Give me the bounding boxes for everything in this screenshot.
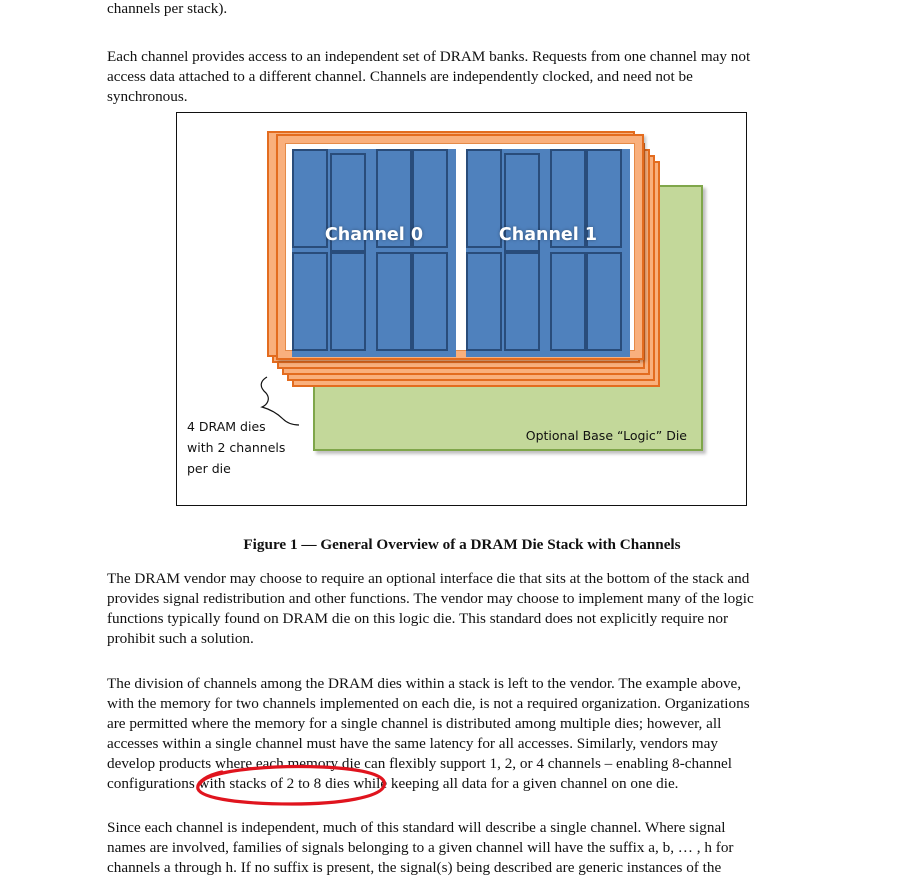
channel-1-label: Channel 1 [498, 225, 598, 245]
die-inner-frame [285, 143, 635, 351]
annotation-line: with 2 channels [187, 440, 286, 455]
dram-bank [550, 252, 586, 351]
channel-1-block [466, 149, 630, 357]
paragraph-stack-channels [107, 0, 827, 19]
text-line: The DRAM vendor may choose to require an optional interface die that sits at the bottom of the stack and [107, 570, 750, 587]
dram-die-top [276, 134, 644, 360]
text-line: accesses within a single channel must have the same latency for all accesses. Similarly, vendors may [107, 735, 718, 752]
text-line: develop products where each memory die can flexibly support 1, 2, or 4 channels – enabling 8-channel [107, 755, 733, 772]
paragraph-signal-naming [107, 818, 827, 878]
text-line: with the memory for two channels implemented on each die, is not a required organization. Organizations [107, 695, 750, 712]
text-line: functions typically found on DRAM die on this logic die. This standard does not explicitly require nor [107, 610, 729, 627]
red-highlight-ellipse [192, 764, 392, 808]
text-line: channels a through h. If no suffix is present, the signal(s) being described are generic instances of the [107, 859, 722, 876]
dram-bank [586, 252, 622, 351]
text-line: Each channel provides access to an independent set of DRAM banks. Requests from one channel may not [107, 48, 751, 65]
dram-bank [466, 252, 502, 351]
text-line: configurations with stacks of 2 to 8 dies while keeping all data for a given channel on one die. [107, 775, 679, 792]
dram-bank [292, 252, 328, 351]
text-line: provides signal redistribution and other functions. The vendor may choose to implement many of the logic [107, 590, 754, 607]
text-line: Since each channel is independent, much of this standard will describe a single channel. Where signal [107, 819, 726, 836]
text-line: synchronous. [107, 88, 188, 105]
text-line: access data attached to a different channel. Channels are independently clocked, and need not be [107, 68, 693, 85]
paragraph-channel-independence [107, 47, 827, 107]
paragraph-interface-die [107, 569, 827, 649]
text-line: The division of channels among the DRAM dies within a stack is left to the vendor. The example above, [107, 675, 742, 692]
annotation-line: 4 DRAM dies [187, 419, 266, 434]
figure-dram-die-stack [176, 112, 747, 506]
dram-bank [504, 252, 540, 351]
text-line: prohibit such a solution. [107, 630, 254, 647]
dram-bank [330, 252, 366, 351]
annotation-line: per die [187, 461, 231, 476]
channel-0-label: Channel 0 [324, 225, 424, 245]
dram-dies-annotation [187, 416, 307, 479]
base-die-label: Optional Base “Logic” Die [525, 428, 687, 443]
text-line: channels per stack). [107, 0, 228, 17]
text-line: names are involved, families of signals belonging to a given channel will have the suffix a, b, … , h for [107, 839, 734, 856]
figure-caption: Figure 1 — General Overview of a DRAM Die Stack with Channels [243, 536, 681, 553]
text-line: are permitted where the memory for a single channel is distributed among multiple dies; however, all [107, 715, 722, 732]
channel-0-block [292, 149, 456, 357]
dram-bank [376, 252, 412, 351]
dram-bank [412, 252, 448, 351]
